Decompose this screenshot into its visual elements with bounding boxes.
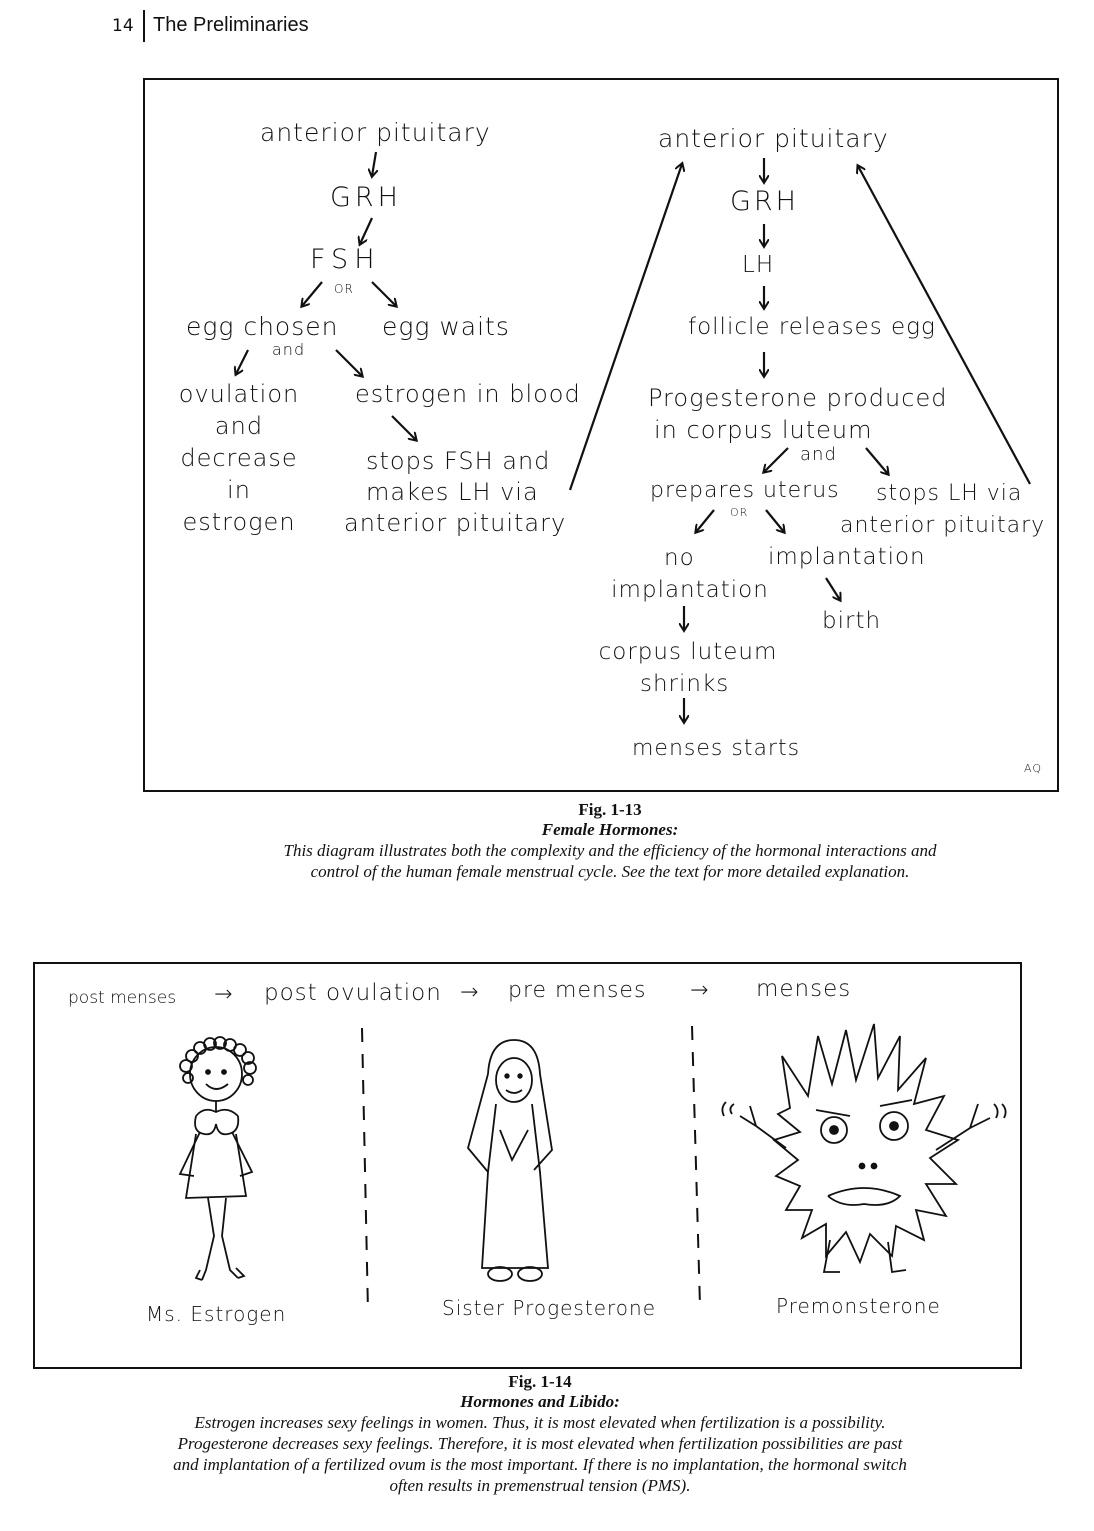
divider-dashed [362,1028,368,1312]
corpus-shrinks-line: corpus luteum [598,639,778,665]
left-anterior-pituitary: anterior pituitary [260,118,491,147]
corpus-shrinks-line: shrinks [640,671,730,697]
right-anterior-pituitary: anterior pituitary [658,124,889,153]
right-grh: GRH [730,186,799,217]
no-implantation-line: implantation [611,577,769,603]
progesterone-line: Progesterone produced [648,384,948,412]
implantation: implantation [768,544,926,570]
left-or: OR [334,282,354,296]
left-and: and [272,340,306,359]
fig-1-13-text-line: control of the human female menstrual cycle. See the text for more detailed explanation. [310,862,910,881]
character-ms-estrogen: Ms. Estrogen [146,1302,287,1326]
right-and: and [800,444,837,465]
phase-arrow: → [690,978,710,1003]
egg-waits: egg waits [382,312,510,341]
phase-arrow: → [214,982,234,1007]
running-head: The Preliminaries [153,14,309,36]
fig-1-13-number: Fig. 1-13 [578,800,642,819]
left-grh: GRH [330,182,402,213]
fig-1-14-text-line: often results in premenstrual tension (PMS). [389,1476,691,1495]
right-lh: LH [742,252,775,278]
ovulation-line: and [214,412,264,440]
egg-chosen: egg chosen [186,312,339,341]
stops-fsh-line: anterior pituitary [344,509,567,537]
fig-1-13-text-line: This diagram illustrates both the complexity and the efficiency of the hormonal interactions and [283,841,937,860]
prepares-uterus: prepares uterus [650,478,840,503]
sister-progesterone-figure [468,1040,552,1281]
phase-pre-menses: pre menses [508,978,647,1003]
ovulation-line: estrogen [182,508,296,536]
ms-estrogen-figure [180,1037,256,1280]
fig-1-14-text-line: Estrogen increases sexy feelings in women. Thus, it is most elevated when fertilization is a possibility. [194,1413,886,1432]
fig-1-13-title: Female Hormones: [541,820,679,839]
fig-1-14-number: Fig. 1-14 [508,1372,572,1391]
phase-post-ovulation: post ovulation [264,980,442,1006]
ovulation-line: in [227,476,251,504]
estrogen-in-blood: estrogen in blood [355,380,581,408]
ovulation-line: ovulation [178,380,300,408]
character-sister-progesterone: Sister Progesterone [442,1296,656,1320]
ovulation-line: decrease [180,444,298,472]
right-or: OR [730,506,749,519]
fig-1-14-title: Hormones and Libido: [460,1392,620,1411]
birth: birth [822,608,882,634]
character-premonsterone: Premonsterone [776,1294,941,1318]
divider-dashed [692,1026,700,1306]
fig-1-14-text-line: and implantation of a fertilized ovum is the most important. If there is no implantation, the hormonal switch [173,1455,907,1474]
progesterone-line: in corpus luteum [654,416,873,444]
no-implantation-line: no [664,545,695,571]
fig-1-14-caption [40,1372,1040,1496]
phase-arrow: → [460,980,480,1005]
artist-initials: AQ [1024,762,1042,775]
phase-menses: menses [756,976,852,1002]
phase-post-menses: post menses [68,988,177,1008]
menses-starts: menses starts [632,736,801,761]
stops-lh-line: anterior pituitary [840,513,1046,538]
page-number: 14 [112,16,134,36]
premonsterone-figure [722,1024,1005,1272]
left-fsh: FSH [310,244,381,275]
stops-fsh-line: stops FSH and [366,447,551,475]
follicle-releases-egg: follicle releases egg [688,314,936,340]
stops-fsh-line: makes LH via [366,478,539,506]
stops-lh-line: stops LH via [876,481,1023,506]
fig-1-14-text-line: Progesterone decreases sexy feelings. Therefore, it is most elevated when fertilization possibilities are past [177,1434,903,1453]
